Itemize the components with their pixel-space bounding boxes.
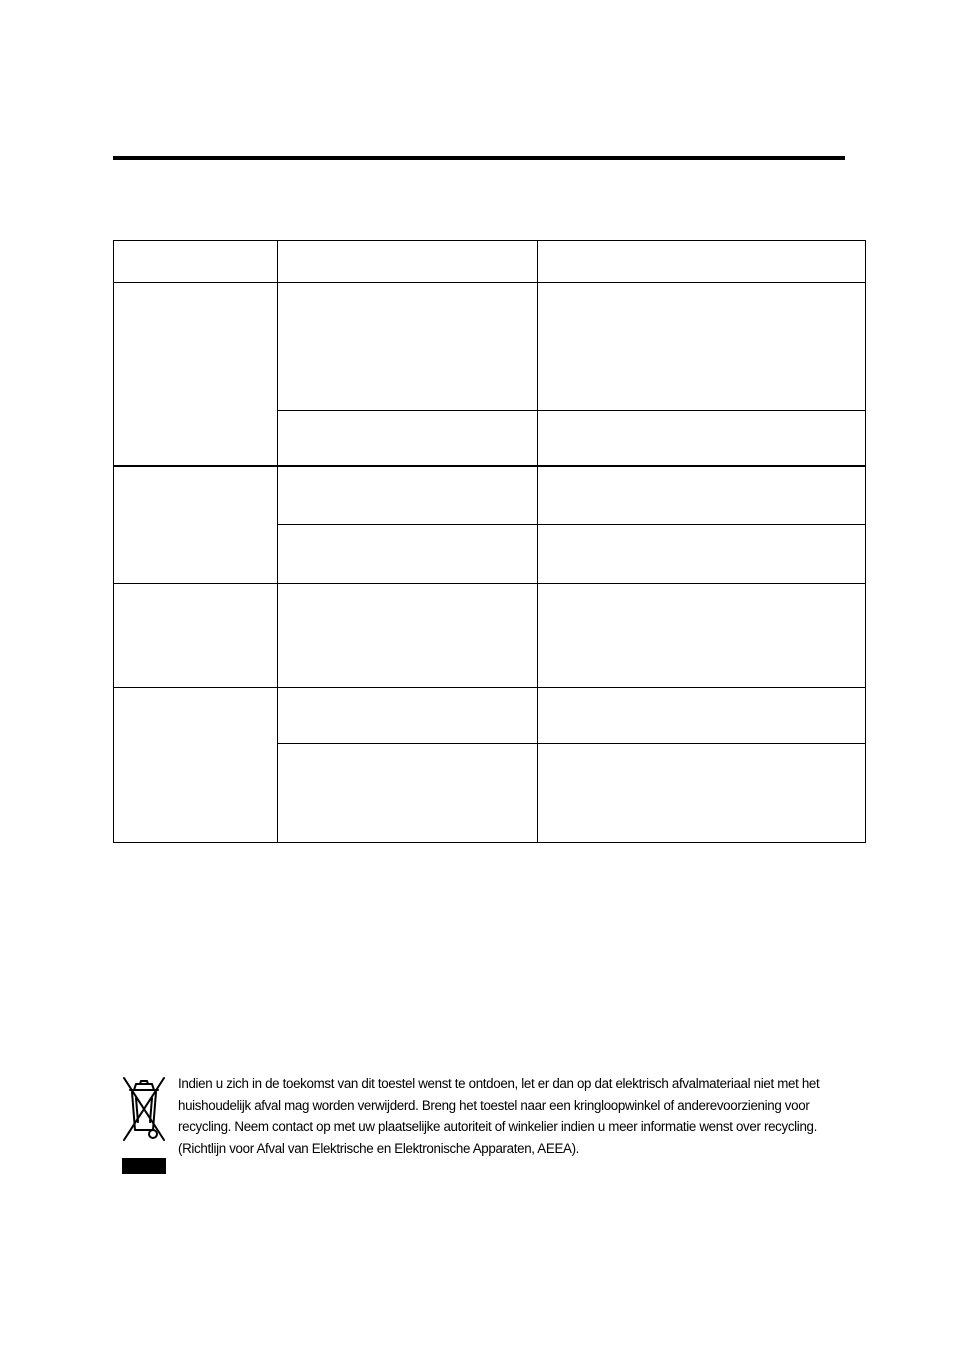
table-cell: [278, 744, 538, 843]
table-cell: [278, 688, 538, 744]
recycling-notice-line: Indien u zich in de toekomst van dit toestel wenst te ontdoen, let er dan op dat elektrisch afvalmateriaal niet met het: [178, 1076, 820, 1092]
table-row: [114, 688, 866, 744]
table-cell: [114, 283, 278, 466]
table-cell: [538, 283, 866, 411]
table-cell: [278, 466, 538, 525]
table-cell: [538, 525, 866, 584]
table-cell: [114, 241, 278, 283]
header-rule: [113, 156, 845, 160]
recycling-notice-text: [178, 1074, 821, 1160]
table-cell: [114, 688, 278, 843]
troubleshooting-table: [113, 240, 866, 843]
table-cell: [538, 584, 866, 688]
table-row: [114, 584, 866, 688]
table-cell: [278, 584, 538, 688]
recycling-notice-line: huishoudelijk afval mag worden verwijderd. Breng het toestel naar een kringloopwinkel of anderevoorziening voor: [178, 1097, 810, 1114]
table-cell: [278, 283, 538, 411]
table-cell: [114, 466, 278, 584]
crossed-out-wheelie-bin-icon: [120, 1072, 168, 1176]
table-header-row: [114, 241, 866, 283]
table-cell: [278, 525, 538, 584]
recycling-notice-line: (Richtlijn voor Afval van Elektrische en Elektronische Apparaten, AEEA).: [178, 1140, 580, 1157]
table-cell: [538, 688, 866, 744]
table-cell: [538, 241, 866, 283]
table-cell: [278, 411, 538, 466]
table-cell: [114, 584, 278, 688]
table-cell: [538, 744, 866, 843]
table-cell: [538, 411, 866, 466]
table-cell: [538, 466, 866, 525]
table-row: [114, 466, 866, 525]
recycling-notice: [116, 1068, 862, 1180]
table-row: [114, 283, 866, 411]
table-cell: [278, 241, 538, 283]
recycling-notice-line: recycling. Neem contact op met uw plaatselijke autoriteit of winkelier indien u meer informatie wenst over recycling.: [178, 1119, 817, 1135]
